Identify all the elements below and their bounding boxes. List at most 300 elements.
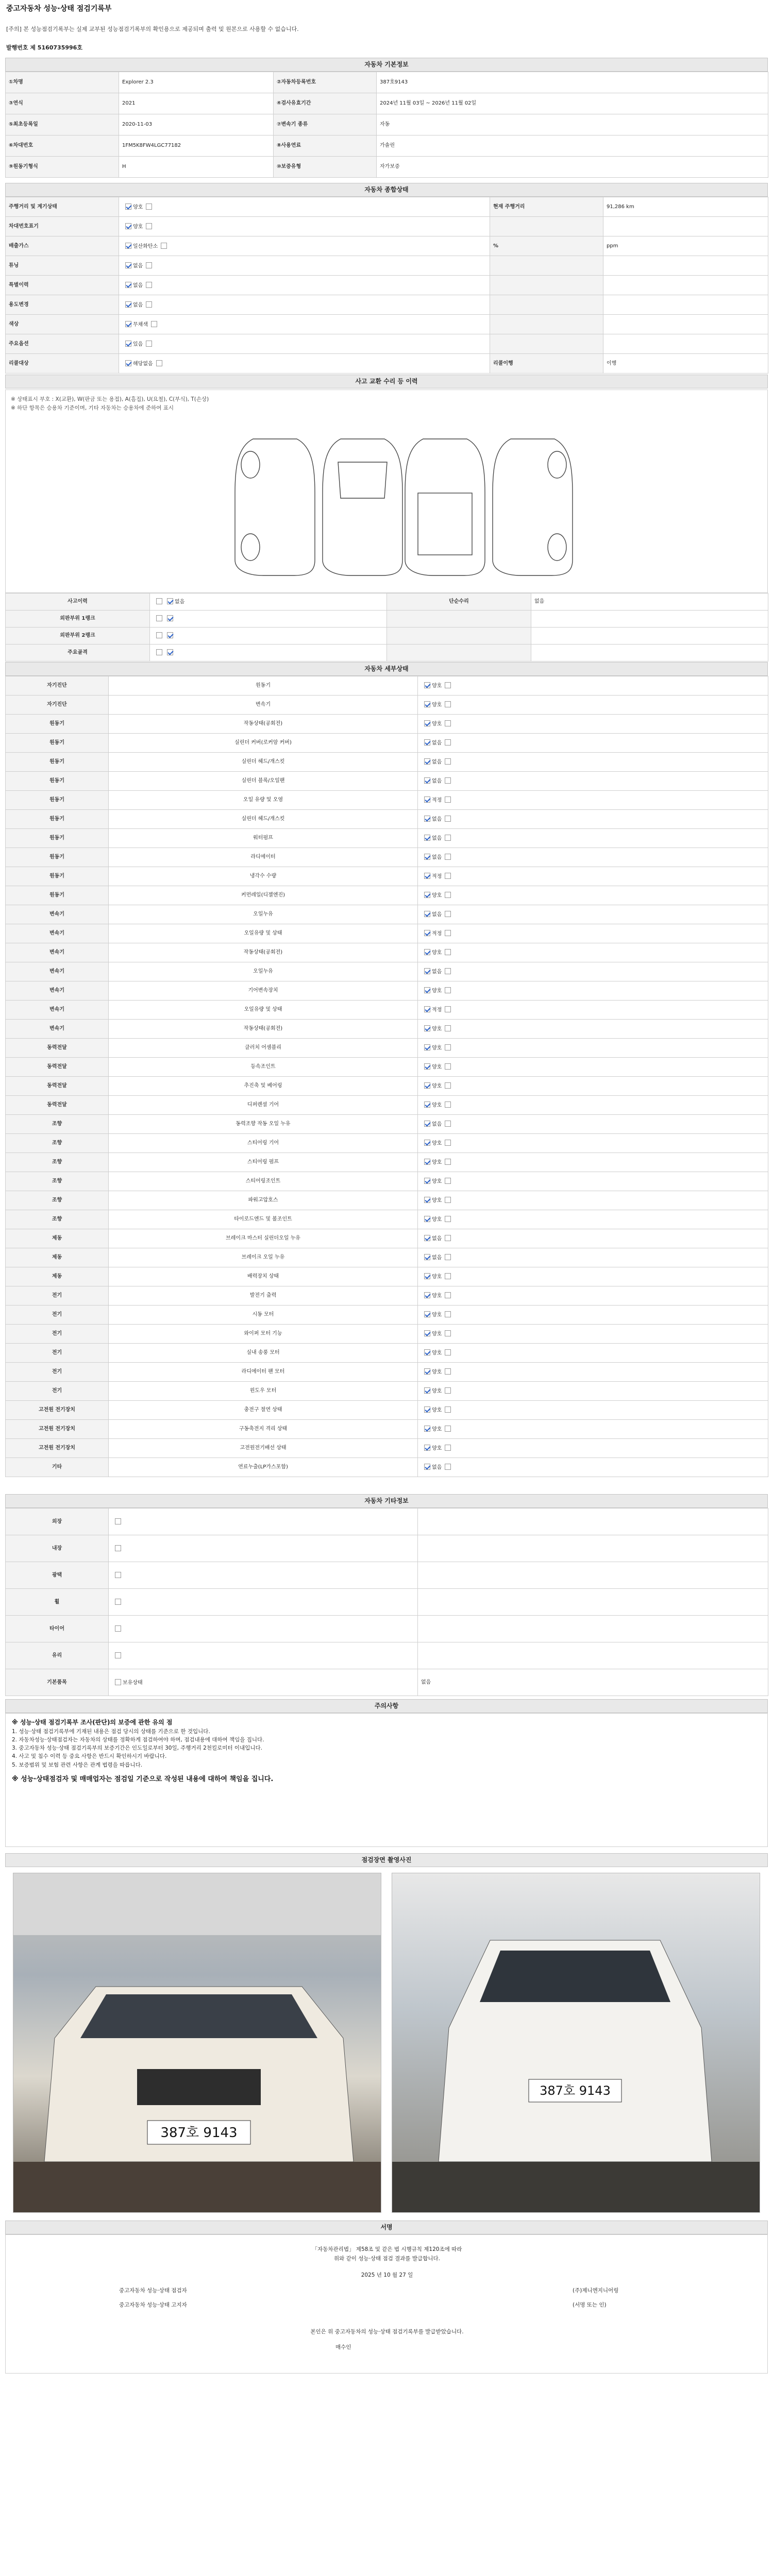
checkbox: [445, 1140, 451, 1146]
cell: 주요옵션: [6, 334, 119, 354]
cell: 변속기: [109, 696, 418, 715]
table-row: [6, 315, 768, 334]
cell: 없음: [418, 1669, 768, 1696]
cell: [418, 1153, 768, 1172]
table-row: [6, 1229, 768, 1248]
cell-text: 양호: [432, 702, 442, 708]
cell: [418, 1286, 768, 1306]
cell: [418, 1401, 768, 1420]
cell-text: 양호: [432, 683, 442, 689]
cell: [490, 334, 603, 354]
checkbox: [445, 701, 451, 707]
checkbox: [125, 262, 131, 268]
cell: [490, 217, 603, 236]
cell: 전기: [6, 1325, 109, 1344]
cell: 단순수리: [387, 594, 531, 611]
table-row: [6, 1248, 768, 1267]
cell: 작동상태(공회전): [109, 1020, 418, 1039]
cell: 브레이크 오일 누유: [109, 1248, 418, 1267]
cell-text: 양호: [432, 1198, 442, 1204]
cell: [418, 962, 768, 981]
cell: ⑩보증유형: [274, 157, 377, 178]
doc-number: 발행번호 제 5160735996호: [6, 44, 82, 51]
cell: 특별이력: [6, 276, 119, 295]
checkbox: [156, 360, 162, 366]
cell: Explorer 2.3: [119, 72, 274, 93]
cell: [418, 715, 768, 734]
cell: 자가보증: [377, 157, 768, 178]
cell-text: 보유상태: [123, 1680, 143, 1686]
cell: 주요골격: [6, 645, 150, 662]
cell: [603, 295, 768, 315]
table-row: [6, 886, 768, 905]
checkbox: [445, 1159, 451, 1165]
checkbox: [445, 1292, 451, 1298]
cell: [418, 981, 768, 1001]
table-row: [6, 334, 768, 354]
cell: 이행: [603, 354, 768, 374]
cell: [490, 256, 603, 276]
cell: 타이로드엔드 및 볼조인트: [109, 1210, 418, 1229]
cell: [418, 943, 768, 962]
table-row: [6, 611, 768, 628]
checkbox: [445, 720, 451, 726]
cell: [603, 276, 768, 295]
checkbox: [445, 1235, 451, 1241]
cell: [119, 276, 490, 295]
cell: [418, 1642, 768, 1669]
table-row: [6, 276, 768, 295]
checkbox: [115, 1545, 121, 1551]
table-row: [6, 295, 768, 315]
cell: 조향: [6, 1115, 109, 1134]
checkbox: [424, 682, 430, 688]
checkbox: [424, 777, 430, 784]
caution-line: 2. 자동차성능·상태점검자는 자동차의 상태를 정확하게 점검하여야 하며, 점검내용에 대하여 책임을 집니다.: [12, 1736, 264, 1743]
checkbox: [424, 1140, 430, 1146]
front-photo: [13, 1873, 381, 2213]
cell-text: 양호: [432, 1103, 442, 1109]
cell: [490, 315, 603, 334]
checkbox: [125, 321, 131, 327]
cell: 2021: [119, 93, 274, 114]
table-row: [6, 1001, 768, 1020]
cell: 스티어링조인트: [109, 1172, 418, 1191]
cell-text: 양호: [432, 1331, 442, 1337]
cell: [119, 236, 490, 256]
checkbox: [424, 1082, 430, 1089]
cell: 고전원 전기장치: [6, 1439, 109, 1458]
table-row: [6, 924, 768, 943]
checkbox: [445, 1387, 451, 1394]
receive-line: 본인은 위 중고자동차의 성능·상태 점검기록부를 발급받았습니다.: [310, 2329, 464, 2335]
cell: [490, 295, 603, 315]
checkbox: [146, 341, 152, 347]
cell-text: 양호: [432, 1408, 442, 1414]
checkbox: [424, 854, 430, 860]
cell: [418, 1589, 768, 1616]
checkbox: [125, 301, 131, 308]
section-photos: 점검장면 촬영사진: [5, 1853, 768, 1867]
cell: 원동기: [6, 810, 109, 829]
checkbox: [445, 1044, 451, 1050]
cell: [418, 1172, 768, 1191]
cell-text: 없음: [432, 1465, 442, 1471]
cell: [418, 1325, 768, 1344]
checkbox: [125, 360, 131, 366]
checkbox: [424, 968, 430, 974]
cell: 라디에이터 팬 모터: [109, 1363, 418, 1382]
cell: [418, 1229, 768, 1248]
section-caution: 주의사항: [5, 1699, 768, 1713]
sign-block: [5, 2234, 768, 2374]
cell: ⑦변속기 종류: [274, 114, 377, 135]
cell: 차대번호표기: [6, 217, 119, 236]
cell-text: 없음: [432, 740, 442, 747]
cell-text: 양호: [133, 204, 143, 210]
table-row: [6, 772, 768, 791]
cell: 실린더 헤드/개스킷: [109, 753, 418, 772]
cell: [603, 256, 768, 276]
cell: 디퍼렌셜 기어: [109, 1096, 418, 1115]
cell: 냉각수 수량: [109, 867, 418, 886]
checkbox: [167, 632, 173, 638]
basic-table: [5, 72, 768, 178]
cell: [418, 791, 768, 810]
table-row: [6, 1134, 768, 1153]
cell: [109, 1562, 418, 1589]
checkbox: [156, 615, 162, 621]
checkbox: [424, 720, 430, 726]
cell: 원동기: [6, 753, 109, 772]
cell: 원동기: [109, 676, 418, 696]
rear-car-svg: [392, 1873, 760, 2212]
checkbox: [445, 682, 451, 688]
cell: 실린더 헤드/개스킷: [109, 810, 418, 829]
cell-text: 양호: [133, 224, 143, 230]
cell: 시동 모터: [109, 1306, 418, 1325]
table-row: [6, 1401, 768, 1420]
cell-text: 있음: [133, 341, 143, 347]
cell-text: 없음: [133, 263, 143, 269]
table-row: [6, 1286, 768, 1306]
checkbox: [445, 1101, 451, 1108]
section-cost: 자동차 기타정보: [5, 1494, 768, 1508]
cell: [418, 848, 768, 867]
section-sign: 서명: [5, 2221, 768, 2234]
cell: 동력조향 작동 오일 누유: [109, 1115, 418, 1134]
inspector-label: 중고자동차 성능·상태 점검자: [119, 2287, 187, 2294]
checkbox: [445, 1006, 451, 1012]
cell: [418, 829, 768, 848]
cell-text: 양호: [432, 1350, 442, 1357]
cell: [119, 217, 490, 236]
cell: [418, 1020, 768, 1039]
checkbox: [115, 1625, 121, 1632]
checkbox: [115, 1652, 121, 1658]
table-row: [6, 135, 768, 157]
section-repair: 사고 교환 수리 등 이력: [5, 375, 768, 388]
caution-line: 4. 사고 및 침수 이력 등 중요 사항은 반드시 확인하시기 바랍니다.: [12, 1753, 167, 1760]
cell-text: 없음: [432, 1236, 442, 1242]
cell-text: 없음: [432, 836, 442, 842]
cell: 원동기: [6, 791, 109, 810]
cell: ③연식: [6, 93, 119, 114]
checkbox: [424, 1330, 430, 1336]
cell: 조향: [6, 1134, 109, 1153]
checkbox: [424, 796, 430, 803]
rear-photo: [392, 1873, 760, 2213]
cell: [109, 1535, 418, 1562]
checkbox: [424, 1044, 430, 1050]
cell: [418, 1509, 768, 1535]
cell: 광택: [6, 1562, 109, 1589]
cell: [418, 1439, 768, 1458]
table-row: [6, 1191, 768, 1210]
cell: 변속기: [6, 1020, 109, 1039]
cell: 색상: [6, 315, 119, 334]
checkbox: [424, 930, 430, 936]
checkbox: [146, 262, 152, 268]
checkbox: [424, 1464, 430, 1470]
cell: [418, 886, 768, 905]
checkbox: [161, 243, 167, 249]
cell: 오일유량 및 상태: [109, 1001, 418, 1020]
cell: 조향: [6, 1191, 109, 1210]
cell: [418, 772, 768, 791]
cell: 와이퍼 모터 기능: [109, 1325, 418, 1344]
checkbox: [445, 777, 451, 784]
table-row: [6, 1153, 768, 1172]
cell: [418, 1344, 768, 1363]
checkbox: [445, 1349, 451, 1355]
cell: 91,286 km: [603, 197, 768, 217]
table-row: [6, 676, 768, 696]
checkbox: [167, 598, 173, 604]
cell: [418, 1616, 768, 1642]
org-name: (주)제니엔지니어링: [573, 2287, 619, 2294]
checkbox: [424, 873, 430, 879]
cell: 발전기 출력: [109, 1286, 418, 1306]
cell-text: 양호: [432, 1446, 442, 1452]
cell: 원동기: [6, 867, 109, 886]
caution-line: 3. 중고자동차 성능·상태 점검기록부의 보증기간은 인도일로부터 30일, 주행거리 2천킬로미터 이내입니다.: [12, 1745, 262, 1752]
table-row: [6, 696, 768, 715]
cell-text: 없음: [432, 1255, 442, 1261]
front-plate-text: 387호 9143: [160, 2125, 238, 2141]
cell: 고전원 전기장치: [6, 1401, 109, 1420]
cell: ②자동차등록번호: [274, 72, 377, 93]
cell: [603, 315, 768, 334]
checkbox: [115, 1679, 121, 1685]
table-row: [6, 981, 768, 1001]
cell: 연료누출(LP가스포함): [109, 1458, 418, 1477]
cell-text: 양호: [432, 1179, 442, 1185]
cell: 가솔린: [377, 135, 768, 157]
cell: 실내 송풍 모터: [109, 1344, 418, 1363]
cell: [418, 1382, 768, 1401]
checkbox: [125, 243, 131, 249]
checkbox: [445, 1254, 451, 1260]
cell: 실린더 블록/오일팬: [109, 772, 418, 791]
cell-text: 없음: [432, 855, 442, 861]
cell: [109, 1642, 418, 1669]
checkbox: [125, 341, 131, 347]
cell: 전기: [6, 1306, 109, 1325]
checkbox: [424, 701, 430, 707]
table-row: [6, 1420, 768, 1439]
cell-text: 적정: [432, 931, 442, 937]
cell: 전기: [6, 1286, 109, 1306]
cell-text: 없음: [133, 302, 143, 308]
table-row: [6, 848, 768, 867]
table-row: [6, 1458, 768, 1477]
cell: 동력전달: [6, 1096, 109, 1115]
cell-text: 없음: [432, 778, 442, 785]
table-row: [6, 157, 768, 178]
cell: 워터펌프: [109, 829, 418, 848]
cell: 전기: [6, 1363, 109, 1382]
cell: [109, 1509, 418, 1535]
cell: 변속기: [6, 981, 109, 1001]
checkbox: [424, 835, 430, 841]
cell: 원동기: [6, 772, 109, 791]
cell: 커먼레일(디젤엔진): [109, 886, 418, 905]
cell-text: 양호: [432, 950, 442, 956]
checkbox: [156, 649, 162, 655]
checkbox: [424, 1121, 430, 1127]
table-row: [6, 1509, 768, 1535]
table-row: [6, 867, 768, 886]
checkbox: [445, 739, 451, 745]
cell: 휠: [6, 1589, 109, 1616]
checkbox: [156, 598, 162, 604]
legend-line: ※ 상태표시 부호 : X(교환), W(판금 또는 용접), A(흠집), U(요철), C(부식), T(손상): [11, 396, 209, 402]
checkbox: [445, 987, 451, 993]
cell-text: 양호: [432, 1160, 442, 1166]
checkbox: [424, 1273, 430, 1279]
cell: 용도변경: [6, 295, 119, 315]
checkbox: [445, 796, 451, 803]
checkbox: [146, 282, 152, 288]
cell: [119, 197, 490, 217]
cell: 유리: [6, 1642, 109, 1669]
checkbox: [156, 632, 162, 638]
checkbox: [424, 892, 430, 898]
cell: 실린더 커버(로커암 커버): [109, 734, 418, 753]
cell: [418, 1363, 768, 1382]
checkbox: [424, 1178, 430, 1184]
cell: [119, 256, 490, 276]
table-row: [6, 256, 768, 276]
table-row: [6, 1306, 768, 1325]
cell: 외판부위 1랭크: [6, 611, 150, 628]
table-row: [6, 1020, 768, 1039]
notice-text: [주의] 본 성능점검기록부는 실제 교부된 성능점검기록부의 확인용으로 제공되며 출력 및 원본으로 사용할 수 없습니다.: [6, 26, 299, 32]
cell-text: 없음: [175, 599, 185, 605]
cell: 추진축 및 베어링: [109, 1077, 418, 1096]
cell: [531, 628, 768, 645]
checkbox: [424, 816, 430, 822]
checkbox: [146, 204, 152, 210]
checkbox: [424, 1387, 430, 1394]
detail-table: [5, 676, 768, 1477]
checkbox: [445, 1063, 451, 1070]
caution-line: 1. 성능·상태 점검기록부에 기재된 내용은 점검 당시의 상태를 기준으로 한 것입니다.: [12, 1728, 210, 1735]
page-title: 중고자동차 성능·상태 점검기록부: [6, 5, 112, 13]
cell: [150, 628, 387, 645]
cell-text: 양호: [432, 1388, 442, 1395]
cell-text: 없음: [432, 1122, 442, 1128]
cell: 리콜대상: [6, 354, 119, 374]
cell: [109, 1616, 418, 1642]
cell: [418, 734, 768, 753]
cell: 조향: [6, 1172, 109, 1191]
checkbox: [445, 854, 451, 860]
checkbox: [445, 835, 451, 841]
cell: 고전원전기배선 상태: [109, 1439, 418, 1458]
table-row: [6, 1267, 768, 1286]
cell-text: 없음: [432, 912, 442, 918]
cell: [418, 1458, 768, 1477]
cell: 구동축전지 격리 상태: [109, 1420, 418, 1439]
cell: 제동: [6, 1248, 109, 1267]
cell: 변속기: [6, 924, 109, 943]
cell: [418, 1134, 768, 1153]
cell: [418, 1115, 768, 1134]
cell-text: 양호: [432, 988, 442, 994]
table-row: [6, 1382, 768, 1401]
table-row: [6, 1325, 768, 1344]
caution-line: 5. 보증범위 및 보험 관련 사항은 관계 법령을 따릅니다.: [12, 1761, 143, 1768]
cell: [418, 1191, 768, 1210]
cell: [109, 1669, 418, 1696]
cell: [418, 1535, 768, 1562]
cell-text: 양호: [432, 1427, 442, 1433]
checkbox: [125, 282, 131, 288]
table-row: [6, 217, 768, 236]
cell: 원동기: [6, 734, 109, 753]
cell: [119, 295, 490, 315]
checkbox: [445, 1216, 451, 1222]
checkbox: [445, 1178, 451, 1184]
cell: 2020-11-03: [119, 114, 274, 135]
checkbox: [424, 1063, 430, 1070]
checkbox: [424, 1101, 430, 1108]
cell: 기어변속장치: [109, 981, 418, 1001]
table-row: [6, 791, 768, 810]
cell: [418, 924, 768, 943]
cell: 현재 주행거리: [490, 197, 603, 217]
cell-text: 일산화탄소: [133, 243, 158, 249]
cell-text: 적정: [432, 874, 442, 880]
sign-line2: 위와 같이 성능·상태 점검 결과를 발급합니다.: [334, 2256, 440, 2262]
buyer-label: 매수인: [335, 2344, 351, 2350]
checkbox: [445, 1464, 451, 1470]
table-row: [6, 1562, 768, 1589]
table-row: [6, 1210, 768, 1229]
cell: 브레이크 마스터 실린더오일 누유: [109, 1229, 418, 1248]
cell: 변속기: [6, 943, 109, 962]
cell: 제동: [6, 1267, 109, 1286]
cell: 배력장치 상태: [109, 1267, 418, 1286]
checkbox: [424, 739, 430, 745]
checkbox: [424, 1006, 430, 1012]
vehicle-diagram: [5, 389, 768, 593]
checkbox: [445, 1197, 451, 1203]
table-row: [6, 962, 768, 981]
cell: 고전원 전기장치: [6, 1420, 109, 1439]
